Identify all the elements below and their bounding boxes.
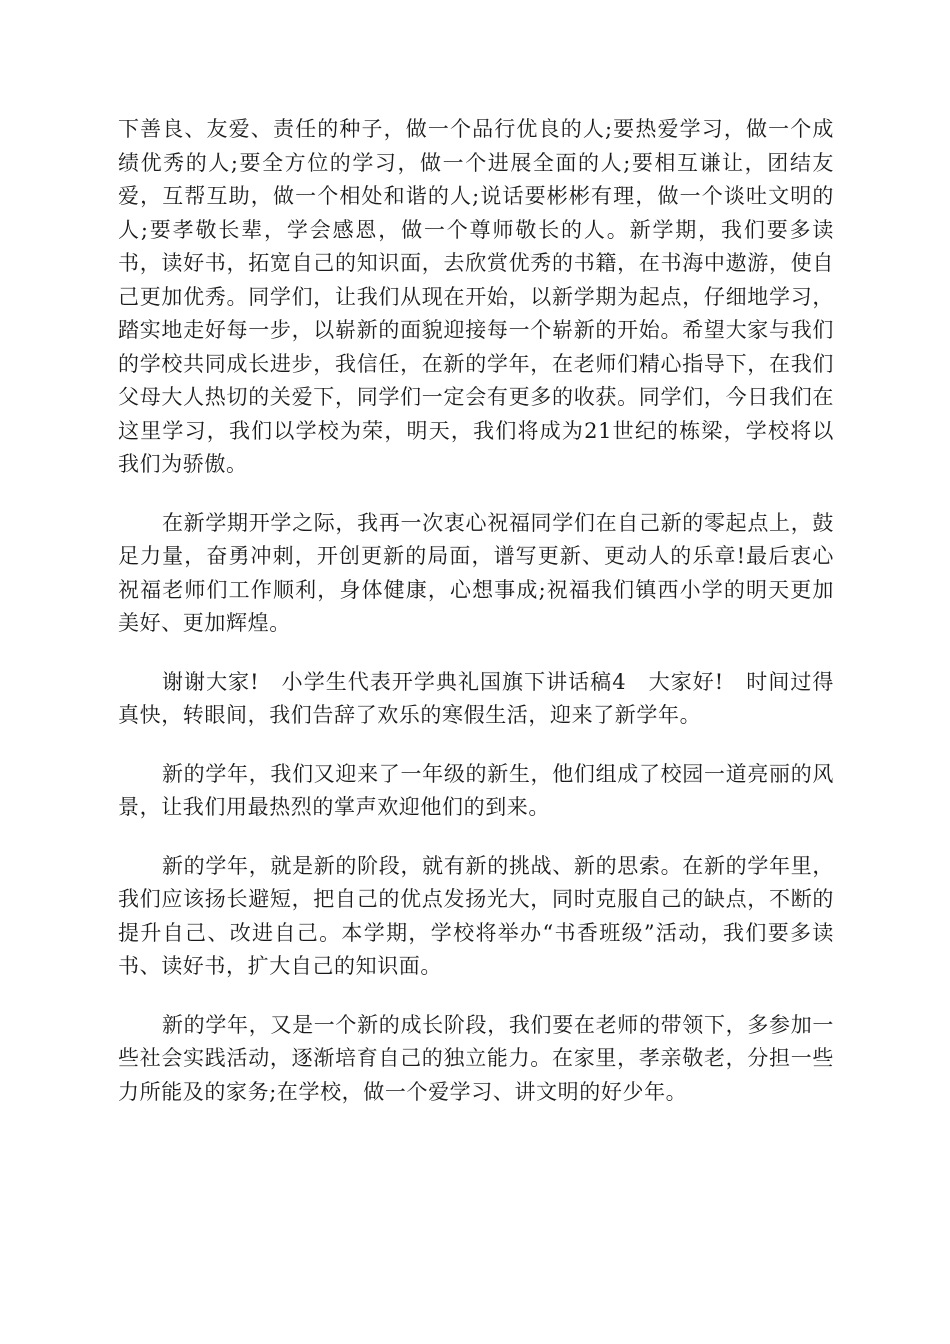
paragraph-6: 新的学年，又是一个新的成长阶段，我们要在老师的带领下，多参加一些社会实践活动，逐渐培育自己的独立能力。在家里，孝亲敬老，分担一些力所能及的家务;在学校，做一个爱学习、讲文明的好少年。 <box>118 1012 834 1104</box>
paragraph-1: 下善良、友爱、责任的种子，做一个品行优良的人;要热爱学习，做一个成绩优秀的人;要全方位的学习，做一个进展全面的人;要相互谦让，团结友爱，互帮互助，做一个相处和谐的人;说话要彬彬有理，做一个谈吐文明的人;要孝敬长辈，学会感恩，做一个尊师敬长的人。新学期，我们要多读书，读好书，拓宽自己的知识面，去欣赏优秀的书籍，在书海中遨游，使自己更加优秀。同学们，让我们从现在开始，以新学期为起点，仔细地学习，踏实地走好每一步，以崭新的面貌迎接每一个崭新的开始。希望大家与我们的学校共同成长进步，我信任，在新的学年，在老师们精心指导下，在我们父母大人热切的关爱下，同学们一定会有更多的收获。同学们，今日我们在这里学习，我们以学校为荣，明天，我们将成为21世纪的栋梁，学校将以我们为骄傲。 <box>118 117 834 476</box>
paragraph-2: 在新学期开学之际，我再一次衷心祝福同学们在自己新的零起点上，鼓足力量，奋勇冲刺，开创更新的局面，谱写更新、更动人的乐章!最后衷心祝福老师们工作顺利，身体健康，心想事成;祝福我们镇西小学的明天更加美好、更加辉煌。 <box>118 510 834 635</box>
paragraph-5: 新的学年，就是新的阶段，就有新的挑战、新的思索。在新的学年里，我们应该扬长避短，把自己的优点发扬光大，同时克服自己的缺点，不断的提升自己、改进自己。本学期，学校将举办“书香班级”活动，我们要多读书、读好书，扩大自己的知识面。 <box>118 853 834 978</box>
document-body <box>118 113 834 1134</box>
paragraph-4: 新的学年，我们又迎来了一年级的新生，他们组成了校园一道亮丽的风景，让我们用最热烈的掌声欢迎他们的到来。 <box>118 761 834 819</box>
paragraph-3: 谢谢大家! 小学生代表开学典礼国旗下讲话稿4 大家好! 时间过得真快，转眼间，我们告辞了欢乐的寒假生活，迎来了新学年。 <box>118 669 834 727</box>
